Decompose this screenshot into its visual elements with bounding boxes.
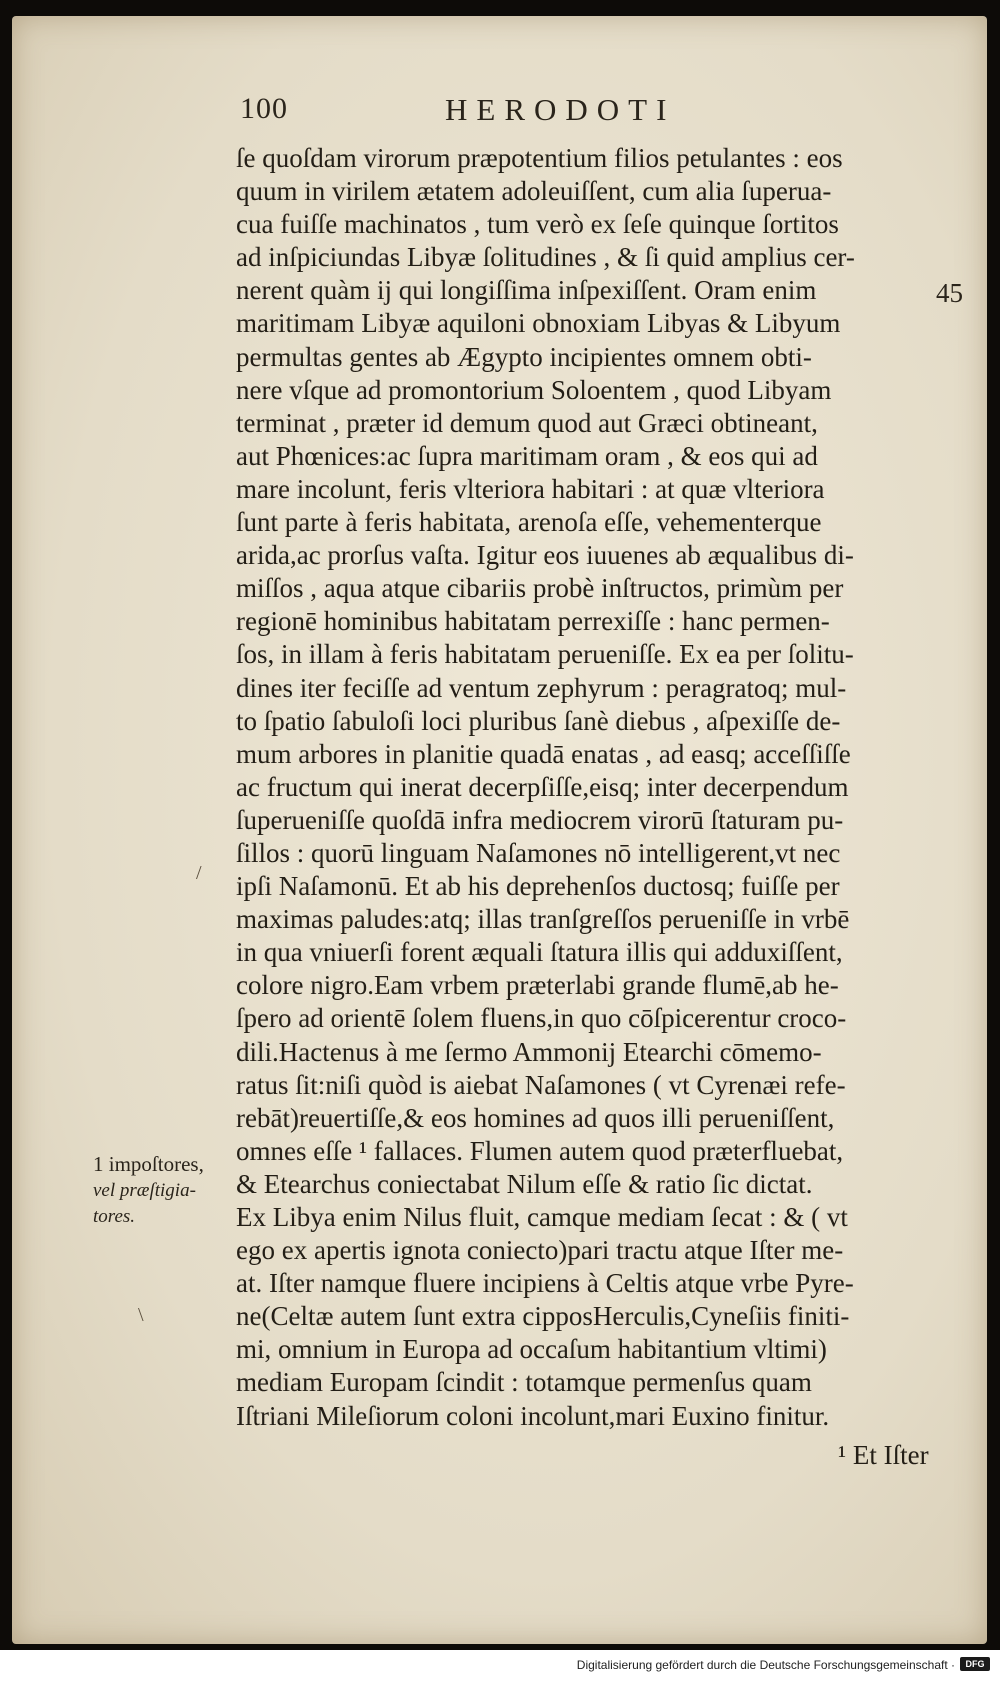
text-line: Iſtriani Mileſiorum coloni incolunt,mari Euxino finitur. — [236, 1400, 830, 1431]
text-line: in qua vniuerſi forent æquali ſtatura illis qui adduxiſſent, — [236, 937, 843, 968]
text-line: ſos, in illam à feris habitatam perueniſſe. Ex ea per ſolitu- — [236, 639, 854, 670]
text-line: permultas gentes ab Ægypto incipientes omnem obti- — [236, 341, 812, 372]
text-line: rebāt)reuertiſſe,& eos homines ad quos illi perueniſſent, — [236, 1102, 835, 1133]
text-line: to ſpatio ſabuloſi loci pluribus ſanè diebus , aſpexiſſe de- — [236, 705, 841, 736]
pen-mark: / — [196, 862, 202, 884]
page-number: 100 — [240, 92, 288, 125]
text-line: at. Iſter namque fluere incipiens à Celtis atque vrbe Pyre- — [236, 1268, 854, 1299]
text-line: ipſi Naſamonū. Et ab his deprehenſos ductosq; fuiſſe per — [236, 871, 840, 902]
text-line: Ex Libya enim Nilus fluit, camque mediam ſecat : & ( vt — [236, 1202, 848, 1232]
text-line: quum in virilem ætatem adoleuiſſent, cum alia ſuperua- — [236, 176, 832, 207]
text-line: cua fuiſſe machinatos , tum verò ex ſeſe quinque ſortitos — [236, 209, 839, 240]
text-line: regionē hominibus habitatam perrexiſſe : hanc permen- — [236, 606, 830, 637]
text-line: maximas paludes:atq; illas tranſgreſſos perueniſſe in vrbē — [236, 904, 850, 935]
text-line: ſpero ad orientē ſolem fluens,in quo cōſpicerentur croco- — [236, 1003, 847, 1034]
text-line: ſillos : quorū linguam Naſamones nō intelligerent,vt nec — [236, 837, 841, 868]
text-line: mi, omnium in Europa ad occaſum habitantium vltimi) — [236, 1334, 827, 1365]
dfg-logo — [960, 1657, 990, 1671]
text-line: ſunt parte à feris habitata, arenoſa eſſe, vehementerque — [236, 507, 822, 538]
text-line: ratus ſit:niſi quòd is aiebat Naſamones ( vt Cyrenæi refe- — [236, 1069, 846, 1100]
text-line: omnes eſſe ¹ fallaces. Flumen autem quod præterfluebat, — [236, 1135, 844, 1166]
pen-mark: \ — [138, 1304, 144, 1326]
text-line: nerent quàm ij qui longiſſima inſpexiſſent. Oram enim — [236, 275, 817, 306]
text-line: dines iter feciſſe ad ventum zephyrum : peragratoq; mul- — [236, 672, 847, 703]
side-note-line: tores. — [93, 1206, 136, 1227]
text-line: terminat , præter id demum quod aut Græci obtineant, — [236, 407, 818, 438]
text-line: ſuperueniſſe quoſdā infra mediocrem virorū ſtaturam pu- — [236, 804, 844, 835]
text-line: mare incolunt, feris vlteriora habitari : at quæ vlteriora — [236, 473, 825, 504]
text-line: ne(Celtæ autem ſunt extra cipposHerculis,Cyneſiis finiti- — [236, 1301, 850, 1332]
text-line: ſe quoſdam virorum præpotentium filios petulantes : eos — [236, 143, 843, 173]
dfg-logo-text: DFG — [965, 1659, 985, 1669]
text-line: ad inſpiciundas Libyæ ſolitudines , & ſi quid amplius cer- — [236, 242, 855, 273]
text-line: ego ex apertis ignota coniecto)pari tractu atque Iſter me- — [236, 1235, 844, 1266]
text-line: aut Phœnices:ac ſupra maritimam oram , & eos qui ad — [236, 440, 818, 471]
side-note-line: 1 impoſtores, — [93, 1152, 204, 1176]
text-line: maritimam Libyæ aquiloni obnoxiam Libyas & Libyum — [236, 308, 841, 339]
text-line: miſſos , aqua atque cibariis probè inſtructos, primùm per — [236, 573, 844, 604]
text-line: ac fructum qui inerat decerpſiſſe,eisq; inter decerpendum — [236, 771, 849, 802]
text-line: & Etearchus coniectabat Nilum eſſe & ratio ſic dictat. — [236, 1168, 813, 1199]
running-title: HERODOTI — [445, 92, 676, 127]
side-note-line: vel præſtigia- — [93, 1180, 196, 1201]
text-line: mum arbores in planitie quadā enatas , ad easq; acceſſiſſe — [236, 738, 851, 769]
text-line: colore nigro.Eam vrbem præterlabi grande flumē,ab he- — [236, 970, 839, 1001]
margin-number: 45 — [936, 278, 963, 308]
digitization-credit: Digitalisierung gefördert durch die Deutsche Forschungsgemeinschaft · — [576, 1658, 955, 1672]
catchword: ¹ Et Iſter — [838, 1440, 929, 1470]
text-line: arida,ac prorſus vaſta. Igitur eos iuuenes ab æqualibus di- — [236, 540, 854, 571]
text-line: nere vſque ad promontorium Soloentem , quod Libyam — [236, 374, 832, 405]
body-text — [236, 142, 936, 1433]
text-line: mediam Europam ſcindit : totamque permenſus quam — [236, 1367, 812, 1398]
text-line: dili.Hactenus à me ſermo Ammonij Etearchi cōmemo- — [236, 1036, 822, 1067]
